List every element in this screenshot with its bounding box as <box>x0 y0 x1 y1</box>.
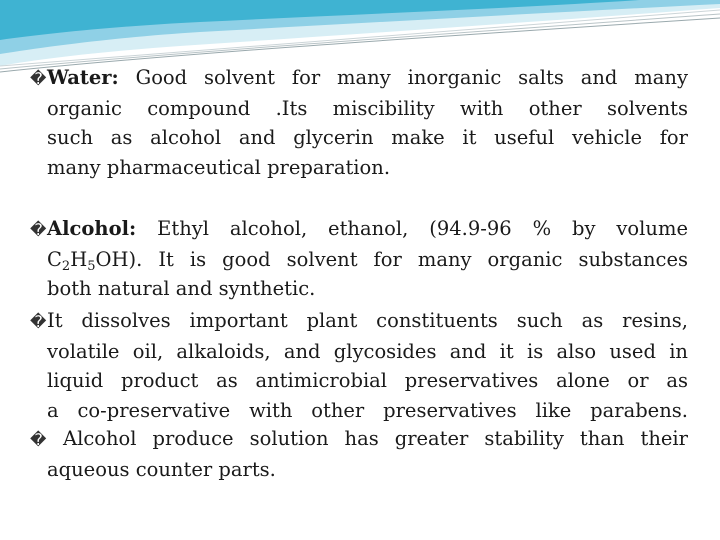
formula-h-subscript: 5 <box>87 258 96 274</box>
stability-text-1: Alcohol produce solution has greater stability than their <box>47 427 688 450</box>
alcohol-term: Alcohol: <box>47 217 137 240</box>
dissolves-line-4: a co-preservative with other preservatives like parabens. <box>47 398 688 422</box>
alcohol-line-1 <box>30 214 688 245</box>
stability-line-2: aqueous counter parts. <box>47 457 276 481</box>
alcohol-text-2: OH). It is good solvent for many organic substances <box>95 247 688 271</box>
dissolves-text-1: It dissolves important plant constituents such as resins, <box>47 309 688 332</box>
formula-c-subscript: 2 <box>61 258 71 274</box>
bullet-icon: � <box>30 220 47 239</box>
bullet-icon: � <box>30 312 47 331</box>
water-line-4: many pharmaceutical preparation. <box>47 155 391 179</box>
dissolves-line-1 <box>30 306 688 337</box>
water-line-3: such as alcohol and glycerin make it useful vehicle for <box>47 126 688 149</box>
water-paragraph <box>30 63 688 182</box>
water-line-2: organic compound .Its miscibility with other solvents <box>47 96 688 120</box>
water-term: Water: <box>47 66 119 89</box>
water-line-1 <box>30 63 688 94</box>
dissolves-line-2: volatile oil, alkaloids, and glycosides and it is also used in <box>47 339 688 363</box>
water-text-1: Good solvent for many inorganic salts and many <box>118 66 688 89</box>
alcohol-text-1: Ethyl alcohol, ethanol, (94.9-96 % by volume <box>136 217 688 240</box>
stability-paragraph <box>30 424 688 484</box>
formula-c: C <box>47 247 62 271</box>
bullet-icon: � <box>30 69 47 88</box>
alcohol-line-3: both natural and synthetic. <box>47 277 316 300</box>
dissolves-paragraph <box>30 306 688 425</box>
formula-h: H <box>70 247 88 271</box>
alcohol-paragraph <box>30 214 688 304</box>
dissolves-line-3: liquid product as antimicrobial preservatives alone or as <box>47 369 688 392</box>
alcohol-line-2 <box>30 245 688 275</box>
stability-line-1 <box>30 424 688 455</box>
bullet-icon: � <box>30 430 47 449</box>
